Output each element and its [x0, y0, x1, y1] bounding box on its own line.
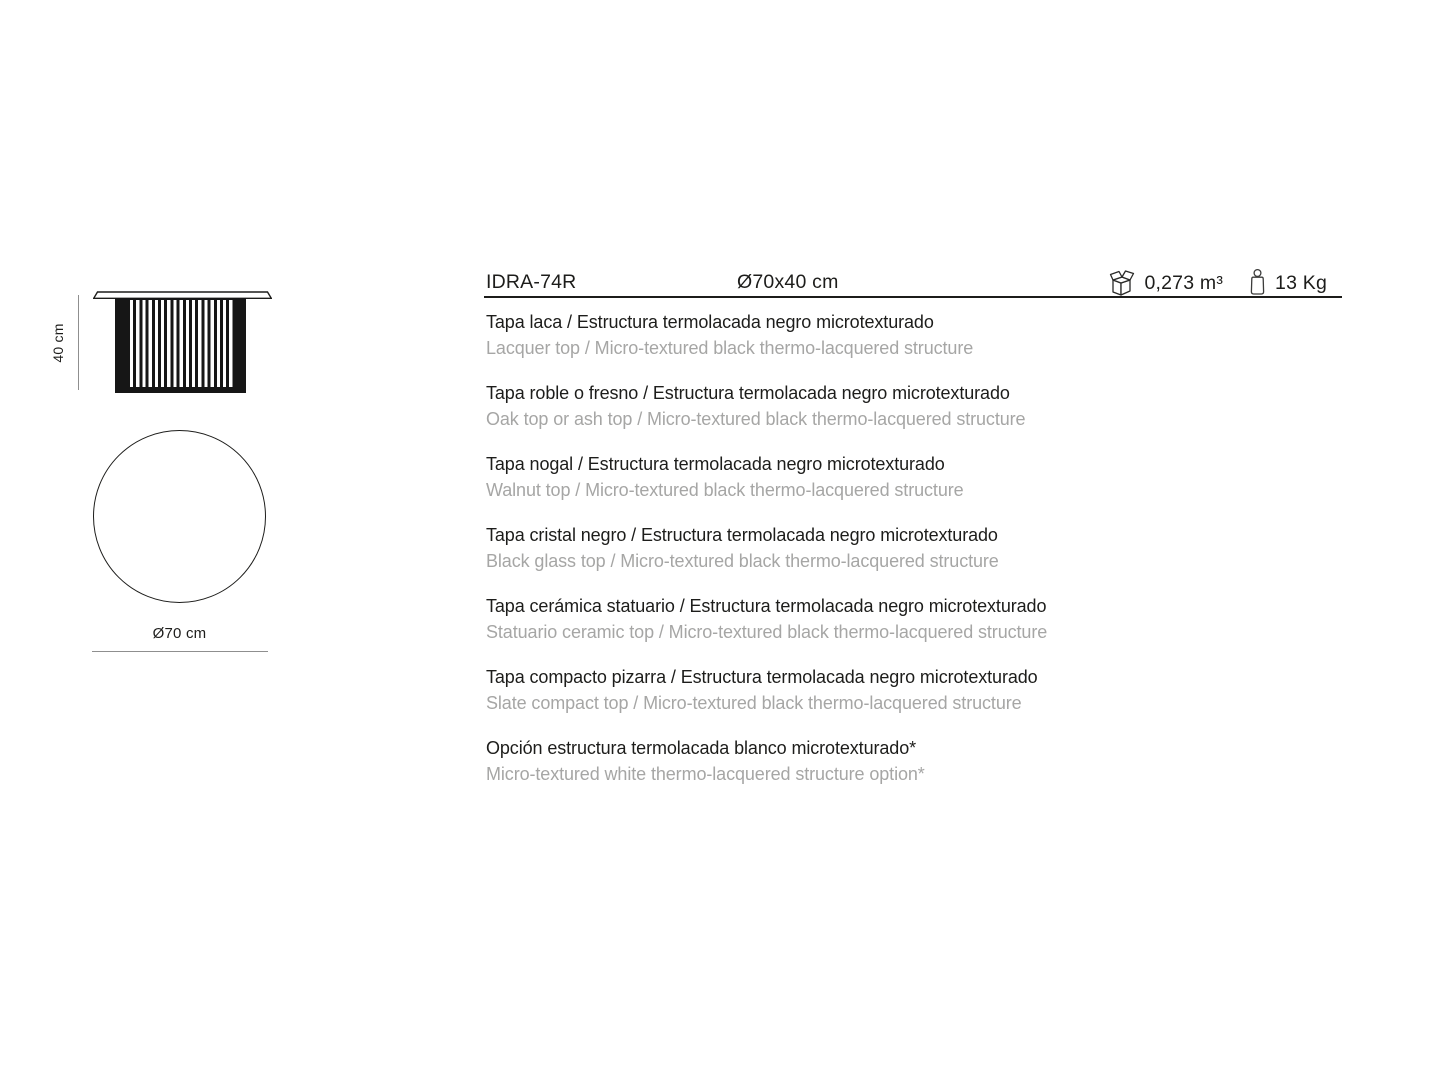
option-text-en: Oak top or ash top / Micro-textured black thermo-lacquered structure: [486, 409, 1026, 429]
option-text-en: Lacquer top / Micro-textured black thermo-lacquered structure: [486, 338, 974, 358]
product-dimensions: Ø70x40 cm: [737, 270, 839, 293]
shipping-badges: [1108, 267, 1327, 296]
height-dimension-label: 40 cm: [50, 323, 66, 363]
option-text-es: Tapa cerámica statuario / Estructura termolacada negro microtexturado: [486, 596, 1047, 616]
header-divider: [484, 296, 1342, 298]
option-text-es: Tapa nogal / Estructura termolacada negro microtexturado: [486, 454, 945, 474]
option-text-es: Tapa laca / Estructura termolacada negro microtexturado: [486, 312, 934, 332]
option-text-es: Opción estructura termolacada blanco microtexturado*: [486, 738, 917, 758]
option-text-en: Slate compact top / Micro-textured black thermo-lacquered structure: [486, 693, 1022, 713]
option-text-en: Statuario ceramic top / Micro-textured black thermo-lacquered structure: [486, 622, 1048, 642]
diameter-dimension-label: Ø70 cm: [152, 625, 207, 642]
option-text-en: Black glass top / Micro-textured black thermo-lacquered structure: [486, 551, 999, 571]
diameter-dimension-line: [92, 651, 268, 652]
option-text-en: Walnut top / Micro-textured black thermo-lacquered structure: [486, 480, 964, 500]
option-text-es: Tapa roble o fresno / Estructura termolacada negro microtexturado: [486, 383, 1010, 403]
finish-options-list: [486, 309, 1406, 806]
finish-option: [486, 664, 1406, 716]
finish-option: [486, 593, 1406, 645]
weight-icon: [1249, 268, 1266, 296]
spec-header: [484, 262, 1342, 296]
option-text-en: Micro-textured white thermo-lacquered structure option*: [486, 764, 925, 784]
finish-option: [486, 451, 1406, 503]
volume-value: 0,273 m³: [1144, 271, 1224, 294]
table-base-side-view: [115, 298, 246, 393]
finish-option: [486, 309, 1406, 361]
finish-option: [486, 522, 1406, 574]
weight-value: 13 Kg: [1275, 271, 1327, 294]
option-text-es: Tapa cristal negro / Estructura termolacada negro microtexturado: [486, 525, 998, 545]
open-box-icon: [1108, 267, 1135, 296]
table-top-plan-view: [93, 430, 266, 603]
product-model: IDRA-74R: [486, 270, 577, 293]
finish-option: [486, 380, 1406, 432]
finish-option: [486, 735, 1406, 787]
option-text-es: Tapa compacto pizarra / Estructura termolacada negro microtexturado: [486, 667, 1038, 687]
